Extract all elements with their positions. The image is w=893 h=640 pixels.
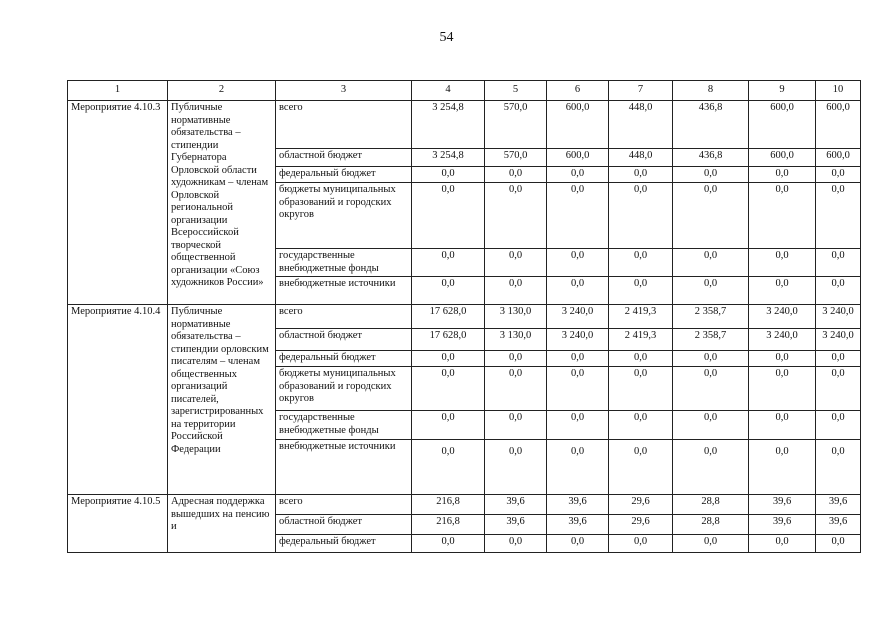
value-cell: 39,6 bbox=[547, 515, 609, 535]
value-cell: 0,0 bbox=[547, 249, 609, 277]
value-cell: 29,6 bbox=[609, 495, 673, 515]
value-cell: 0,0 bbox=[673, 535, 749, 553]
value-cell: 0,0 bbox=[412, 249, 485, 277]
value-cell: 0,0 bbox=[749, 249, 816, 277]
funding-source: всего bbox=[276, 305, 412, 329]
value-cell: 0,0 bbox=[547, 183, 609, 249]
value-cell: 0,0 bbox=[412, 367, 485, 411]
value-cell: 39,6 bbox=[816, 515, 861, 535]
funding-source: внебюджетные источники bbox=[276, 440, 412, 495]
value-cell: 0,0 bbox=[412, 440, 485, 495]
value-cell: 0,0 bbox=[609, 167, 673, 183]
value-cell: 0,0 bbox=[816, 277, 861, 305]
value-cell: 0,0 bbox=[547, 411, 609, 440]
value-cell: 39,6 bbox=[547, 495, 609, 515]
value-cell: 0,0 bbox=[609, 277, 673, 305]
value-cell: 3 254,8 bbox=[412, 149, 485, 167]
value-cell: 448,0 bbox=[609, 101, 673, 149]
value-cell: 570,0 bbox=[485, 149, 547, 167]
value-cell: 17 628,0 bbox=[412, 305, 485, 329]
value-cell: 3 240,0 bbox=[816, 305, 861, 329]
value-cell: 2 419,3 bbox=[609, 329, 673, 351]
value-cell: 0,0 bbox=[547, 277, 609, 305]
value-cell: 0,0 bbox=[673, 183, 749, 249]
value-cell: 3 240,0 bbox=[816, 329, 861, 351]
funding-source: всего bbox=[276, 101, 412, 149]
value-cell: 0,0 bbox=[673, 249, 749, 277]
header-cell: 9 bbox=[749, 81, 816, 101]
value-cell: 0,0 bbox=[673, 411, 749, 440]
value-cell: 600,0 bbox=[749, 101, 816, 149]
value-cell: 0,0 bbox=[749, 277, 816, 305]
budget-table bbox=[67, 80, 861, 553]
value-cell: 0,0 bbox=[485, 167, 547, 183]
value-cell: 0,0 bbox=[816, 440, 861, 495]
value-cell: 0,0 bbox=[749, 367, 816, 411]
funding-source: федеральный бюджет bbox=[276, 351, 412, 367]
value-cell: 0,0 bbox=[749, 411, 816, 440]
value-cell: 39,6 bbox=[749, 515, 816, 535]
value-cell: 0,0 bbox=[749, 183, 816, 249]
value-cell: 600,0 bbox=[749, 149, 816, 167]
value-cell: 0,0 bbox=[673, 367, 749, 411]
value-cell: 0,0 bbox=[547, 167, 609, 183]
header-row bbox=[68, 81, 861, 101]
value-cell: 600,0 bbox=[547, 101, 609, 149]
value-cell: 2 358,7 bbox=[673, 329, 749, 351]
value-cell: 0,0 bbox=[609, 367, 673, 411]
table-row bbox=[68, 305, 861, 329]
header-cell: 1 bbox=[68, 81, 168, 101]
funding-source: внебюджетные источники bbox=[276, 277, 412, 305]
measure-title: Адресная поддержка вышедших на пенсию и bbox=[168, 495, 276, 553]
value-cell: 0,0 bbox=[816, 183, 861, 249]
measure-code: Мероприятие 4.10.5 bbox=[68, 495, 168, 553]
header-cell: 8 bbox=[673, 81, 749, 101]
value-cell: 0,0 bbox=[412, 535, 485, 553]
funding-source: областной бюджет bbox=[276, 515, 412, 535]
value-cell: 0,0 bbox=[547, 535, 609, 553]
value-cell: 3 240,0 bbox=[749, 305, 816, 329]
value-cell: 0,0 bbox=[749, 351, 816, 367]
value-cell: 39,6 bbox=[485, 495, 547, 515]
header-cell: 6 bbox=[547, 81, 609, 101]
value-cell: 0,0 bbox=[485, 183, 547, 249]
value-cell: 600,0 bbox=[816, 101, 861, 149]
value-cell: 0,0 bbox=[485, 277, 547, 305]
value-cell: 570,0 bbox=[485, 101, 547, 149]
value-cell: 0,0 bbox=[609, 440, 673, 495]
value-cell: 0,0 bbox=[485, 440, 547, 495]
value-cell: 39,6 bbox=[749, 495, 816, 515]
funding-source: государственные внебюджетные фонды bbox=[276, 411, 412, 440]
measure-title: Публичные нормативные обязательства – стипендии Губернатора Орловской области художникам – членам Орловской региональной организации Всероссийской творческой общественной организации «Союз художников России» bbox=[168, 101, 276, 305]
value-cell: 436,8 bbox=[673, 149, 749, 167]
value-cell: 3 240,0 bbox=[547, 305, 609, 329]
value-cell: 0,0 bbox=[547, 440, 609, 495]
funding-source: бюджеты муниципальных образований и городских округов bbox=[276, 183, 412, 249]
funding-source: всего bbox=[276, 495, 412, 515]
funding-source: федеральный бюджет bbox=[276, 167, 412, 183]
value-cell: 3 240,0 bbox=[749, 329, 816, 351]
value-cell: 0,0 bbox=[485, 351, 547, 367]
value-cell: 17 628,0 bbox=[412, 329, 485, 351]
value-cell: 600,0 bbox=[816, 149, 861, 167]
value-cell: 0,0 bbox=[485, 411, 547, 440]
header-cell: 7 bbox=[609, 81, 673, 101]
page-number: 54 bbox=[439, 30, 454, 45]
value-cell: 0,0 bbox=[816, 367, 861, 411]
funding-source: бюджеты муниципальных образований и городских округов bbox=[276, 367, 412, 411]
header-cell: 2 bbox=[168, 81, 276, 101]
value-cell: 0,0 bbox=[485, 249, 547, 277]
table-row bbox=[68, 101, 861, 149]
header-cell: 10 bbox=[816, 81, 861, 101]
value-cell: 0,0 bbox=[816, 167, 861, 183]
value-cell: 0,0 bbox=[412, 277, 485, 305]
value-cell: 0,0 bbox=[673, 277, 749, 305]
value-cell: 0,0 bbox=[749, 167, 816, 183]
value-cell: 0,0 bbox=[816, 535, 861, 553]
value-cell: 0,0 bbox=[609, 411, 673, 440]
funding-source: федеральный бюджет bbox=[276, 535, 412, 553]
value-cell: 0,0 bbox=[609, 535, 673, 553]
value-cell: 0,0 bbox=[673, 167, 749, 183]
value-cell: 0,0 bbox=[547, 367, 609, 411]
value-cell: 0,0 bbox=[412, 351, 485, 367]
measure-code: Мероприятие 4.10.3 bbox=[68, 101, 168, 305]
table-row bbox=[68, 495, 861, 515]
value-cell: 0,0 bbox=[816, 249, 861, 277]
value-cell: 39,6 bbox=[485, 515, 547, 535]
value-cell: 436,8 bbox=[673, 101, 749, 149]
value-cell: 600,0 bbox=[547, 149, 609, 167]
value-cell: 0,0 bbox=[673, 440, 749, 495]
value-cell: 0,0 bbox=[816, 411, 861, 440]
header-cell: 4 bbox=[412, 81, 485, 101]
measure-code: Мероприятие 4.10.4 bbox=[68, 305, 168, 495]
value-cell: 0,0 bbox=[816, 351, 861, 367]
value-cell: 3 130,0 bbox=[485, 305, 547, 329]
value-cell: 0,0 bbox=[485, 535, 547, 553]
value-cell: 2 419,3 bbox=[609, 305, 673, 329]
value-cell: 3 130,0 bbox=[485, 329, 547, 351]
measure-title: Публичные нормативные обязательства – стипендии орловским писателям – членам общественных организаций писателей, зарегистрированных на территории Российской Федерации bbox=[168, 305, 276, 495]
value-cell: 0,0 bbox=[412, 167, 485, 183]
value-cell: 216,8 bbox=[412, 495, 485, 515]
funding-source: государственные внебюджетные фонды bbox=[276, 249, 412, 277]
value-cell: 29,6 bbox=[609, 515, 673, 535]
header-cell: 3 bbox=[276, 81, 412, 101]
value-cell: 448,0 bbox=[609, 149, 673, 167]
value-cell: 0,0 bbox=[412, 183, 485, 249]
value-cell: 0,0 bbox=[485, 367, 547, 411]
value-cell: 39,6 bbox=[816, 495, 861, 515]
funding-source: областной бюджет bbox=[276, 149, 412, 167]
header-cell: 5 bbox=[485, 81, 547, 101]
value-cell: 0,0 bbox=[412, 411, 485, 440]
funding-source: областной бюджет bbox=[276, 329, 412, 351]
value-cell: 0,0 bbox=[547, 351, 609, 367]
value-cell: 216,8 bbox=[412, 515, 485, 535]
value-cell: 0,0 bbox=[673, 351, 749, 367]
value-cell: 0,0 bbox=[609, 183, 673, 249]
value-cell: 3 254,8 bbox=[412, 101, 485, 149]
value-cell: 0,0 bbox=[609, 249, 673, 277]
value-cell: 3 240,0 bbox=[547, 329, 609, 351]
value-cell: 0,0 bbox=[609, 351, 673, 367]
value-cell: 28,8 bbox=[673, 515, 749, 535]
value-cell: 2 358,7 bbox=[673, 305, 749, 329]
value-cell: 0,0 bbox=[749, 535, 816, 553]
value-cell: 28,8 bbox=[673, 495, 749, 515]
value-cell: 0,0 bbox=[749, 440, 816, 495]
